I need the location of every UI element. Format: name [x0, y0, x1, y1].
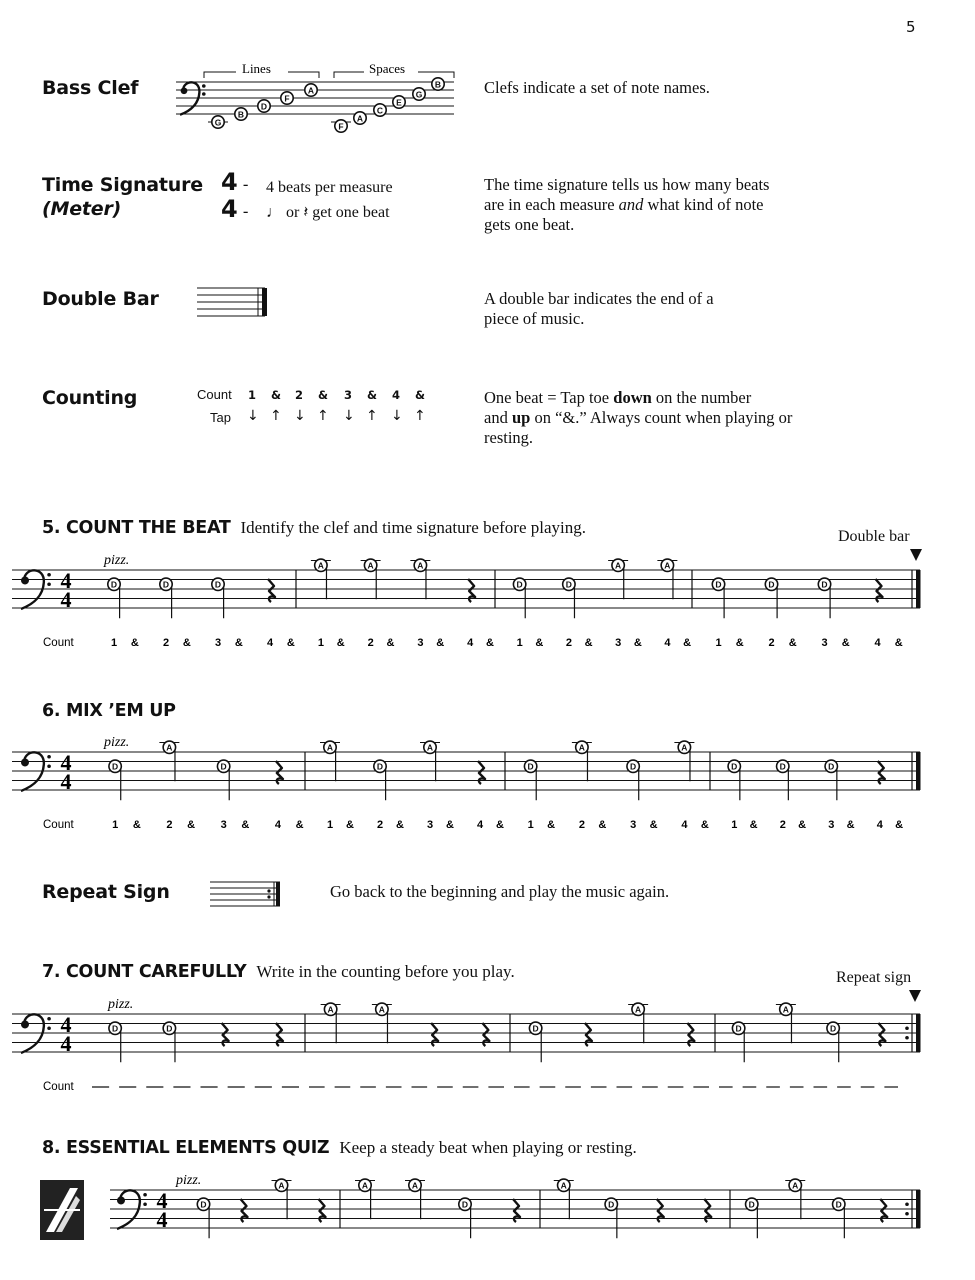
note-A — [163, 741, 175, 753]
count-value: & — [547, 819, 556, 831]
counting-desc-2b: up — [511, 408, 531, 427]
count-value: 3 — [828, 819, 835, 831]
double-bar-desc-line1: A double bar indicates the end of a — [484, 289, 714, 308]
time-signature-desc — [484, 175, 769, 235]
counting-count-value: & — [415, 388, 426, 402]
note-D — [627, 760, 639, 772]
svg-text:G: G — [415, 89, 423, 100]
time-signature-top: 4 — [156, 1188, 168, 1213]
counting-term: Counting — [42, 387, 138, 409]
count-value: & — [683, 637, 692, 649]
time-signature-bottom: 4 — [156, 1207, 168, 1232]
repeat-sign-desc: Go back to the beginning and play the music again. — [330, 882, 670, 901]
exercise-5-instruction: Identify the clef and time signature before playing. — [240, 518, 587, 537]
svg-text:D: D — [200, 1199, 207, 1210]
exercise-8-instruction: Keep a steady beat when playing or resting. — [339, 1138, 637, 1157]
line-note-B — [235, 108, 247, 120]
exercise-5-staff — [0, 550, 975, 660]
count-value: 2 — [376, 819, 384, 831]
note-D — [513, 578, 525, 590]
counting-count-value: 3 — [344, 388, 353, 402]
tap-up-arrow-icon: ↑ — [366, 408, 378, 424]
time-signature-explain — [266, 175, 393, 225]
count-value: & — [336, 637, 345, 649]
count-value: 2 — [367, 637, 374, 649]
double-bar-example — [195, 284, 275, 324]
count-value: & — [633, 637, 642, 649]
svg-text:F: F — [284, 93, 290, 104]
ts-desc-line2b: and — [618, 195, 644, 214]
svg-text:D: D — [112, 761, 119, 772]
count-value: 2 — [565, 637, 572, 649]
note-A — [414, 559, 426, 571]
count-value: & — [798, 819, 807, 831]
note-A — [780, 1003, 792, 1015]
staff-lines — [12, 1014, 920, 1052]
count-value: & — [846, 819, 855, 831]
note-D — [212, 578, 224, 590]
repeat-dot — [905, 1026, 909, 1030]
exercise-7-title: 7. COUNT CAREFULLY — [42, 962, 247, 982]
tap-down-arrow-icon: ↓ — [343, 408, 355, 424]
svg-text:A: A — [317, 560, 324, 571]
counting-count-label: Count — [197, 387, 232, 402]
exercise-8-header — [42, 1138, 637, 1158]
tap-up-arrow-icon: ↑ — [414, 408, 426, 424]
pizz-marking: pizz. — [176, 1173, 202, 1188]
svg-text:D: D — [260, 101, 268, 112]
count-value: & — [130, 637, 139, 649]
repeat-dot — [905, 1212, 909, 1216]
count-value: 3 — [426, 819, 434, 831]
counting-count-value: & — [271, 388, 282, 402]
line-note-G — [212, 116, 224, 128]
space-note-top-B — [432, 78, 444, 90]
svg-text:D: D — [748, 1199, 755, 1210]
count-value: 3 — [220, 819, 227, 831]
final-thick-bar — [916, 1014, 921, 1052]
repeat-dot — [905, 1036, 909, 1040]
exercise-5-header — [42, 518, 586, 538]
count-value: 4 — [274, 819, 281, 831]
staff-lines — [12, 570, 920, 608]
svg-text:D: D — [715, 579, 722, 590]
exercise-6-header — [42, 701, 176, 721]
count-value: 1 — [527, 819, 534, 831]
tap-down-arrow-icon: ↓ — [391, 408, 403, 424]
count-label: Count — [43, 819, 74, 831]
time-signature-top: 4 — [60, 1012, 72, 1037]
counting-tap-label: Tap — [210, 410, 231, 425]
svg-text:A: A — [278, 1180, 285, 1191]
count-value: 4 — [467, 637, 474, 649]
bass-clef-term: Bass Clef — [42, 77, 139, 99]
time-signature-term — [42, 173, 203, 221]
line-note-A — [305, 84, 317, 96]
count-value: 4 — [874, 637, 881, 649]
tap-down-arrow-icon: ↓ — [294, 408, 306, 424]
note-A — [364, 559, 376, 571]
svg-text:D: D — [835, 1199, 842, 1210]
svg-text:D: D — [516, 579, 523, 590]
time-signature-top: 4 — [221, 168, 238, 196]
count-value: & — [286, 637, 295, 649]
svg-text:D: D — [565, 579, 572, 590]
counting-count-value: 2 — [295, 388, 304, 402]
note-A — [558, 1179, 570, 1191]
time-signature-bottom: 4 — [60, 769, 72, 794]
ts-desc-line3: gets one beat. — [484, 215, 575, 234]
space-note-G — [413, 88, 425, 100]
svg-text:D: D — [220, 761, 227, 772]
count-label: Count — [43, 637, 74, 649]
time-signature-term-line2: (Meter) — [42, 198, 122, 220]
svg-text:D: D — [830, 1023, 837, 1034]
count-value: 4 — [876, 819, 883, 831]
bass-clef-icon — [180, 82, 206, 115]
svg-text:A: A — [615, 560, 622, 571]
bass-clef-icon — [21, 752, 51, 791]
counting-count-value: 4 — [392, 388, 401, 402]
exercise-5-title: 5. COUNT THE BEAT — [42, 518, 231, 538]
svg-text:A: A — [664, 560, 671, 571]
count-value: & — [535, 637, 544, 649]
svg-text:A: A — [426, 742, 434, 753]
svg-text:B: B — [237, 109, 245, 120]
count-value: 2 — [166, 819, 173, 831]
svg-text:C: C — [376, 105, 384, 116]
pizz-marking: pizz. — [108, 997, 134, 1012]
count-value: 1 — [326, 819, 334, 831]
time-signature-top: 4 — [60, 750, 72, 775]
count-value: & — [446, 819, 454, 831]
svg-text:D: D — [779, 761, 786, 772]
svg-text:B: B — [434, 79, 442, 90]
note-D — [524, 760, 536, 772]
line-note-D — [258, 100, 270, 112]
note-D — [825, 760, 837, 772]
note-D — [109, 760, 121, 772]
count-value: & — [234, 637, 243, 649]
page-number: 5 — [906, 18, 916, 36]
svg-text:A: A — [327, 1004, 334, 1015]
svg-text:A: A — [307, 85, 315, 96]
svg-text:D: D — [608, 1199, 615, 1210]
note-D — [732, 1022, 744, 1034]
quarter-note-icon: ♩ — [266, 204, 282, 221]
counting-desc-2a: and — [484, 408, 508, 427]
count-value: 4 — [664, 637, 671, 649]
get-one-beat-text: get one beat — [312, 204, 390, 221]
exercise-8-title: 8. ESSENTIAL ELEMENTS QUIZ — [42, 1138, 330, 1158]
counting-desc — [484, 388, 792, 448]
count-value: & — [895, 819, 904, 831]
counting-desc-1a: One beat = Tap toe — [484, 388, 610, 407]
count-value: 1 — [110, 637, 118, 649]
final-thick-bar — [916, 570, 921, 608]
space-note-A — [354, 112, 366, 124]
double-bar-desc-line2: piece of music. — [484, 309, 585, 328]
time-signature-bottom: 4 — [221, 195, 238, 223]
count-value: 3 — [615, 637, 622, 649]
count-value: & — [788, 637, 797, 649]
svg-text:A: A — [417, 560, 424, 571]
time-signature-term-line1: Time Signature — [42, 174, 203, 196]
note-D — [777, 760, 789, 772]
svg-text:A: A — [378, 1004, 385, 1015]
lines-label: Lines — [242, 61, 271, 76]
svg-text:G: G — [214, 117, 222, 128]
time-signature-bottom: 4 — [60, 587, 72, 612]
count-value: 4 — [266, 637, 274, 649]
note-D — [197, 1198, 209, 1210]
svg-text:D: D — [828, 761, 835, 772]
svg-text:A: A — [326, 742, 334, 753]
count-label: Count — [43, 1081, 74, 1093]
note-D — [818, 578, 830, 590]
count-value: & — [749, 819, 758, 831]
count-value: & — [486, 637, 495, 649]
count-value: & — [894, 637, 903, 649]
count-value: 2 — [162, 637, 170, 649]
quarter-rest-icon: 𝄽 — [303, 204, 309, 221]
count-value: & — [584, 637, 593, 649]
beats-per-measure-text: 4 beats per measure — [266, 179, 393, 196]
note-A — [424, 741, 436, 753]
space-note-F — [335, 120, 347, 132]
note-A — [359, 1179, 371, 1191]
svg-text:A: A — [792, 1180, 799, 1191]
count-value: & — [346, 819, 354, 831]
count-value: & — [598, 819, 607, 831]
double-bar-desc — [484, 289, 714, 329]
line-note-F — [281, 92, 293, 104]
time-signature-symbol: 4 - 4 - — [221, 168, 249, 223]
note-A — [376, 1003, 388, 1015]
tap-down-arrow-icon: ↓ — [247, 408, 259, 424]
svg-text:A: A — [356, 113, 364, 124]
note-D — [712, 578, 724, 590]
repeat-sign-example — [208, 878, 288, 914]
svg-text:A: A — [411, 1180, 419, 1191]
ts-desc-line2c: what kind of note — [647, 195, 764, 214]
note-A — [789, 1179, 801, 1191]
count-value: & — [735, 637, 744, 649]
svg-text:A: A — [635, 1004, 642, 1015]
exercise-8-staff — [0, 1168, 975, 1278]
bass-clef-icon — [117, 1190, 147, 1229]
svg-text:F: F — [338, 121, 344, 132]
svg-text:A: A — [367, 560, 374, 571]
count-value: 3 — [214, 637, 222, 649]
note-D — [374, 760, 386, 772]
note-A — [612, 559, 624, 571]
count-value: 1 — [715, 637, 722, 649]
ts-desc-line2a: are in each measure — [484, 195, 615, 214]
count-value: 2 — [578, 819, 585, 831]
note-D — [563, 578, 575, 590]
double-bar-callout: Double bar — [838, 528, 910, 545]
count-value: 4 — [681, 819, 688, 831]
note-A — [275, 1179, 287, 1191]
svg-text:D: D — [735, 1023, 742, 1034]
count-value: & — [396, 819, 404, 831]
count-value: 1 — [112, 819, 119, 831]
note-D — [605, 1198, 617, 1210]
svg-text:A: A — [681, 742, 688, 753]
exercise-7-instruction: Write in the counting before you play. — [256, 962, 515, 981]
count-value: & — [649, 819, 658, 831]
note-A — [315, 559, 327, 571]
note-D — [109, 1022, 121, 1034]
svg-text:A: A — [578, 742, 585, 753]
bass-clef-desc: Clefs indicate a set of note names. — [484, 78, 710, 97]
count-value: & — [182, 637, 191, 649]
final-thick-bar — [916, 752, 921, 790]
note-D — [728, 760, 740, 772]
count-value: & — [700, 819, 709, 831]
counting-desc-1c: on the number — [655, 388, 752, 407]
note-D — [160, 578, 172, 590]
time-signature-bottom: 4 — [60, 1031, 72, 1056]
count-value: 4 — [476, 819, 484, 831]
svg-text:D: D — [162, 579, 170, 590]
count-value: & — [841, 637, 850, 649]
count-value: & — [132, 819, 141, 831]
repeat-sign-callout: Repeat sign — [836, 969, 912, 986]
count-value: 3 — [630, 819, 637, 831]
pizz-marking: pizz. — [104, 553, 130, 568]
svg-text:D: D — [112, 1023, 119, 1034]
tap-up-arrow-icon: ↑ — [317, 408, 329, 424]
svg-text:D: D — [532, 1023, 539, 1034]
final-thick-bar — [916, 1190, 921, 1228]
svg-text:D: D — [166, 1023, 173, 1034]
or-text: or — [286, 204, 300, 221]
svg-text:A: A — [560, 1180, 567, 1191]
exercise-7-header — [42, 962, 515, 982]
bass-clef-diagram — [172, 56, 462, 138]
note-D — [833, 1198, 845, 1210]
space-note-E — [393, 96, 405, 108]
spaces-label: Spaces — [369, 61, 406, 76]
count-value: 3 — [821, 637, 828, 649]
svg-text:E: E — [396, 97, 402, 108]
note-A — [576, 741, 588, 753]
count-value: 3 — [417, 637, 424, 649]
note-D — [765, 578, 777, 590]
counting-count-value: & — [318, 388, 329, 402]
exercise-6-staff — [0, 732, 975, 842]
count-value: & — [436, 637, 445, 649]
repeat-sign-term: Repeat Sign — [42, 881, 170, 903]
svg-text:A: A — [361, 1180, 369, 1191]
exercise-7-staff — [0, 992, 975, 1102]
bass-clef-icon — [21, 570, 51, 609]
note-A — [678, 741, 690, 753]
count-value: & — [295, 819, 304, 831]
svg-text:D: D — [768, 579, 775, 590]
time-signature-top: 4 — [60, 568, 72, 593]
svg-text:D: D — [214, 579, 222, 590]
svg-text:D: D — [731, 761, 738, 772]
svg-text:D: D — [821, 579, 828, 590]
svg-text:D: D — [630, 761, 637, 772]
svg-text:A: A — [166, 742, 173, 753]
exercise-6-title: 6. MIX ’EM UP — [42, 701, 176, 721]
svg-text:D: D — [376, 761, 384, 772]
repeat-dot — [905, 1202, 909, 1206]
count-value: & — [187, 819, 196, 831]
note-D — [108, 578, 120, 590]
count-value: 1 — [731, 819, 738, 831]
space-note-C — [374, 104, 386, 116]
svg-text:D: D — [461, 1199, 469, 1210]
counting-count-value: & — [367, 388, 378, 402]
count-value: 1 — [317, 637, 324, 649]
note-A — [661, 559, 673, 571]
counting-desc-3: resting. — [484, 428, 534, 447]
tap-up-arrow-icon: ↑ — [270, 408, 282, 424]
pizz-marking: pizz. — [104, 735, 130, 750]
note-D — [459, 1198, 471, 1210]
note-D — [529, 1022, 541, 1034]
svg-text:D: D — [110, 579, 118, 590]
note-A — [324, 741, 336, 753]
note-D — [217, 760, 229, 772]
counting-desc-2c: on “&.” Always count when playing or — [534, 408, 793, 427]
note-A — [324, 1003, 336, 1015]
count-value: 1 — [516, 637, 523, 649]
note-D — [163, 1022, 175, 1034]
note-D — [746, 1198, 758, 1210]
count-value: & — [386, 637, 395, 649]
counting-count-value: 1 — [248, 388, 257, 402]
count-value: 2 — [768, 637, 775, 649]
count-value: & — [496, 819, 504, 831]
svg-text:A: A — [782, 1004, 789, 1015]
note-A — [409, 1179, 421, 1191]
bass-clef-icon — [21, 1014, 51, 1053]
double-bar-term: Double Bar — [42, 288, 159, 310]
ts-desc-line1: The time signature tells us how many beats — [484, 175, 770, 194]
note-A — [632, 1003, 644, 1015]
svg-text:D: D — [527, 761, 534, 772]
counting-desc-1b: down — [613, 388, 652, 407]
count-value: & — [241, 819, 250, 831]
count-value: 2 — [779, 819, 786, 831]
note-D — [827, 1022, 839, 1034]
